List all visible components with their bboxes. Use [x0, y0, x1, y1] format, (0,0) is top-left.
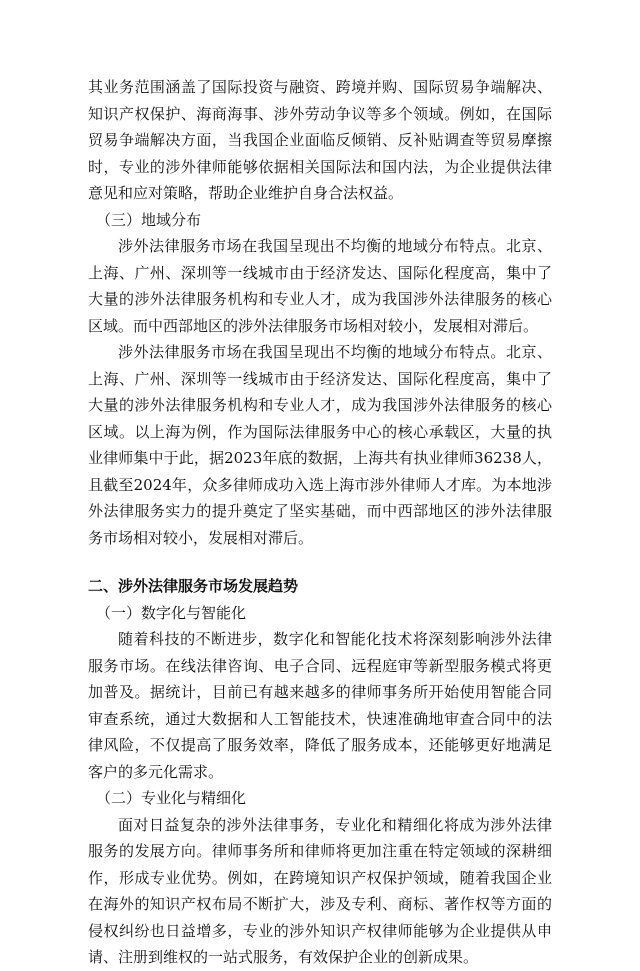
paragraph-regional-2: 涉外法律服务市场在我国呈现出不均衡的地域分布特点。北京、上海、广州、深圳等一线城市由于经济发达、国际化程度高，集中了大量的涉外法律服务机构和专业人才，成为我国涉外法律服务的核心区域。以上海为例，作为国际法律服务中心的核心承载区，大量的执业律师集中于此，据2023年底的数据，上海共有执业律师36238人，且截至2024年，众多律师成功入选上海市涉外律师人才库。为本地涉外法律服务实力的提升奠定了坚实基础，而中西部地区的涉外法律服务市场相对较小，发展相对滞后。 — [88, 343, 552, 547]
paragraph-specialization: 面对日益复杂的涉外法律事务，专业化和精细化将成为涉外法律服务的发展方向。律师事务所和律师将更加注重在特定领域的深耕细作，形成专业优势。例如，在跨境知识产权保护领域，随着我国企业在海外的知识产权布局不断扩大，涉及专利、商标、著作权等方面的侵权纠纷也日益增多，专业的涉外知识产权律师能够为企业提供从申请、注册到维权的一站式服务，有效保护企业的创新成果。 — [88, 815, 552, 966]
paragraph-business-scope: 其业务范围涵盖了国际投资与融资、跨境并购、国际贸易争端解决、知识产权保护、海商海事、涉外劳动争议等多个领域。例如，在国际贸易争端解决方面，当我国企业面临反倾销、反补贴调查等贸易摩擦时，专业的涉外律师能够依据相关国际法和国内法，为企业提供法律意见和应对策略，帮助企业维护自身合法权益。 — [88, 78, 552, 202]
section-heading-trends: 二、涉外法律服务市场发展趋势 — [88, 577, 299, 595]
paragraph-digitalization: 随着科技的不断进步，数字化和智能化技术将深刻影响涉外法律服务市场。在线法律咨询、电子合同、远程庭审等新型服务模式将更加普及。据统计，目前已有越来越多的律师事务所开始使用智能合同审查系统，通过大数据和人工智能技术，快速准确地审查合同中的法律风险，不仅提高了服务效率，降低了服务成本，还能够更好地满足客户的多元化需求。 — [88, 630, 552, 781]
subheading-regional-distribution: （三）地域分布 — [96, 210, 202, 229]
subheading-specialization: （二）专业化与精细化 — [96, 789, 247, 807]
paragraph-regional-1: 涉外法律服务市场在我国呈现出不均衡的地域分布特点。北京、上海、广州、深圳等一线城市由于经济发达、国际化程度高，集中了大量的涉外法律服务机构和专业人才，成为我国涉外法律服务的核心区域。而中西部地区的涉外法律服务市场相对较小，发展相对滞后。 — [88, 237, 552, 335]
subheading-digitalization: （一）数字化与智能化 — [96, 603, 247, 622]
